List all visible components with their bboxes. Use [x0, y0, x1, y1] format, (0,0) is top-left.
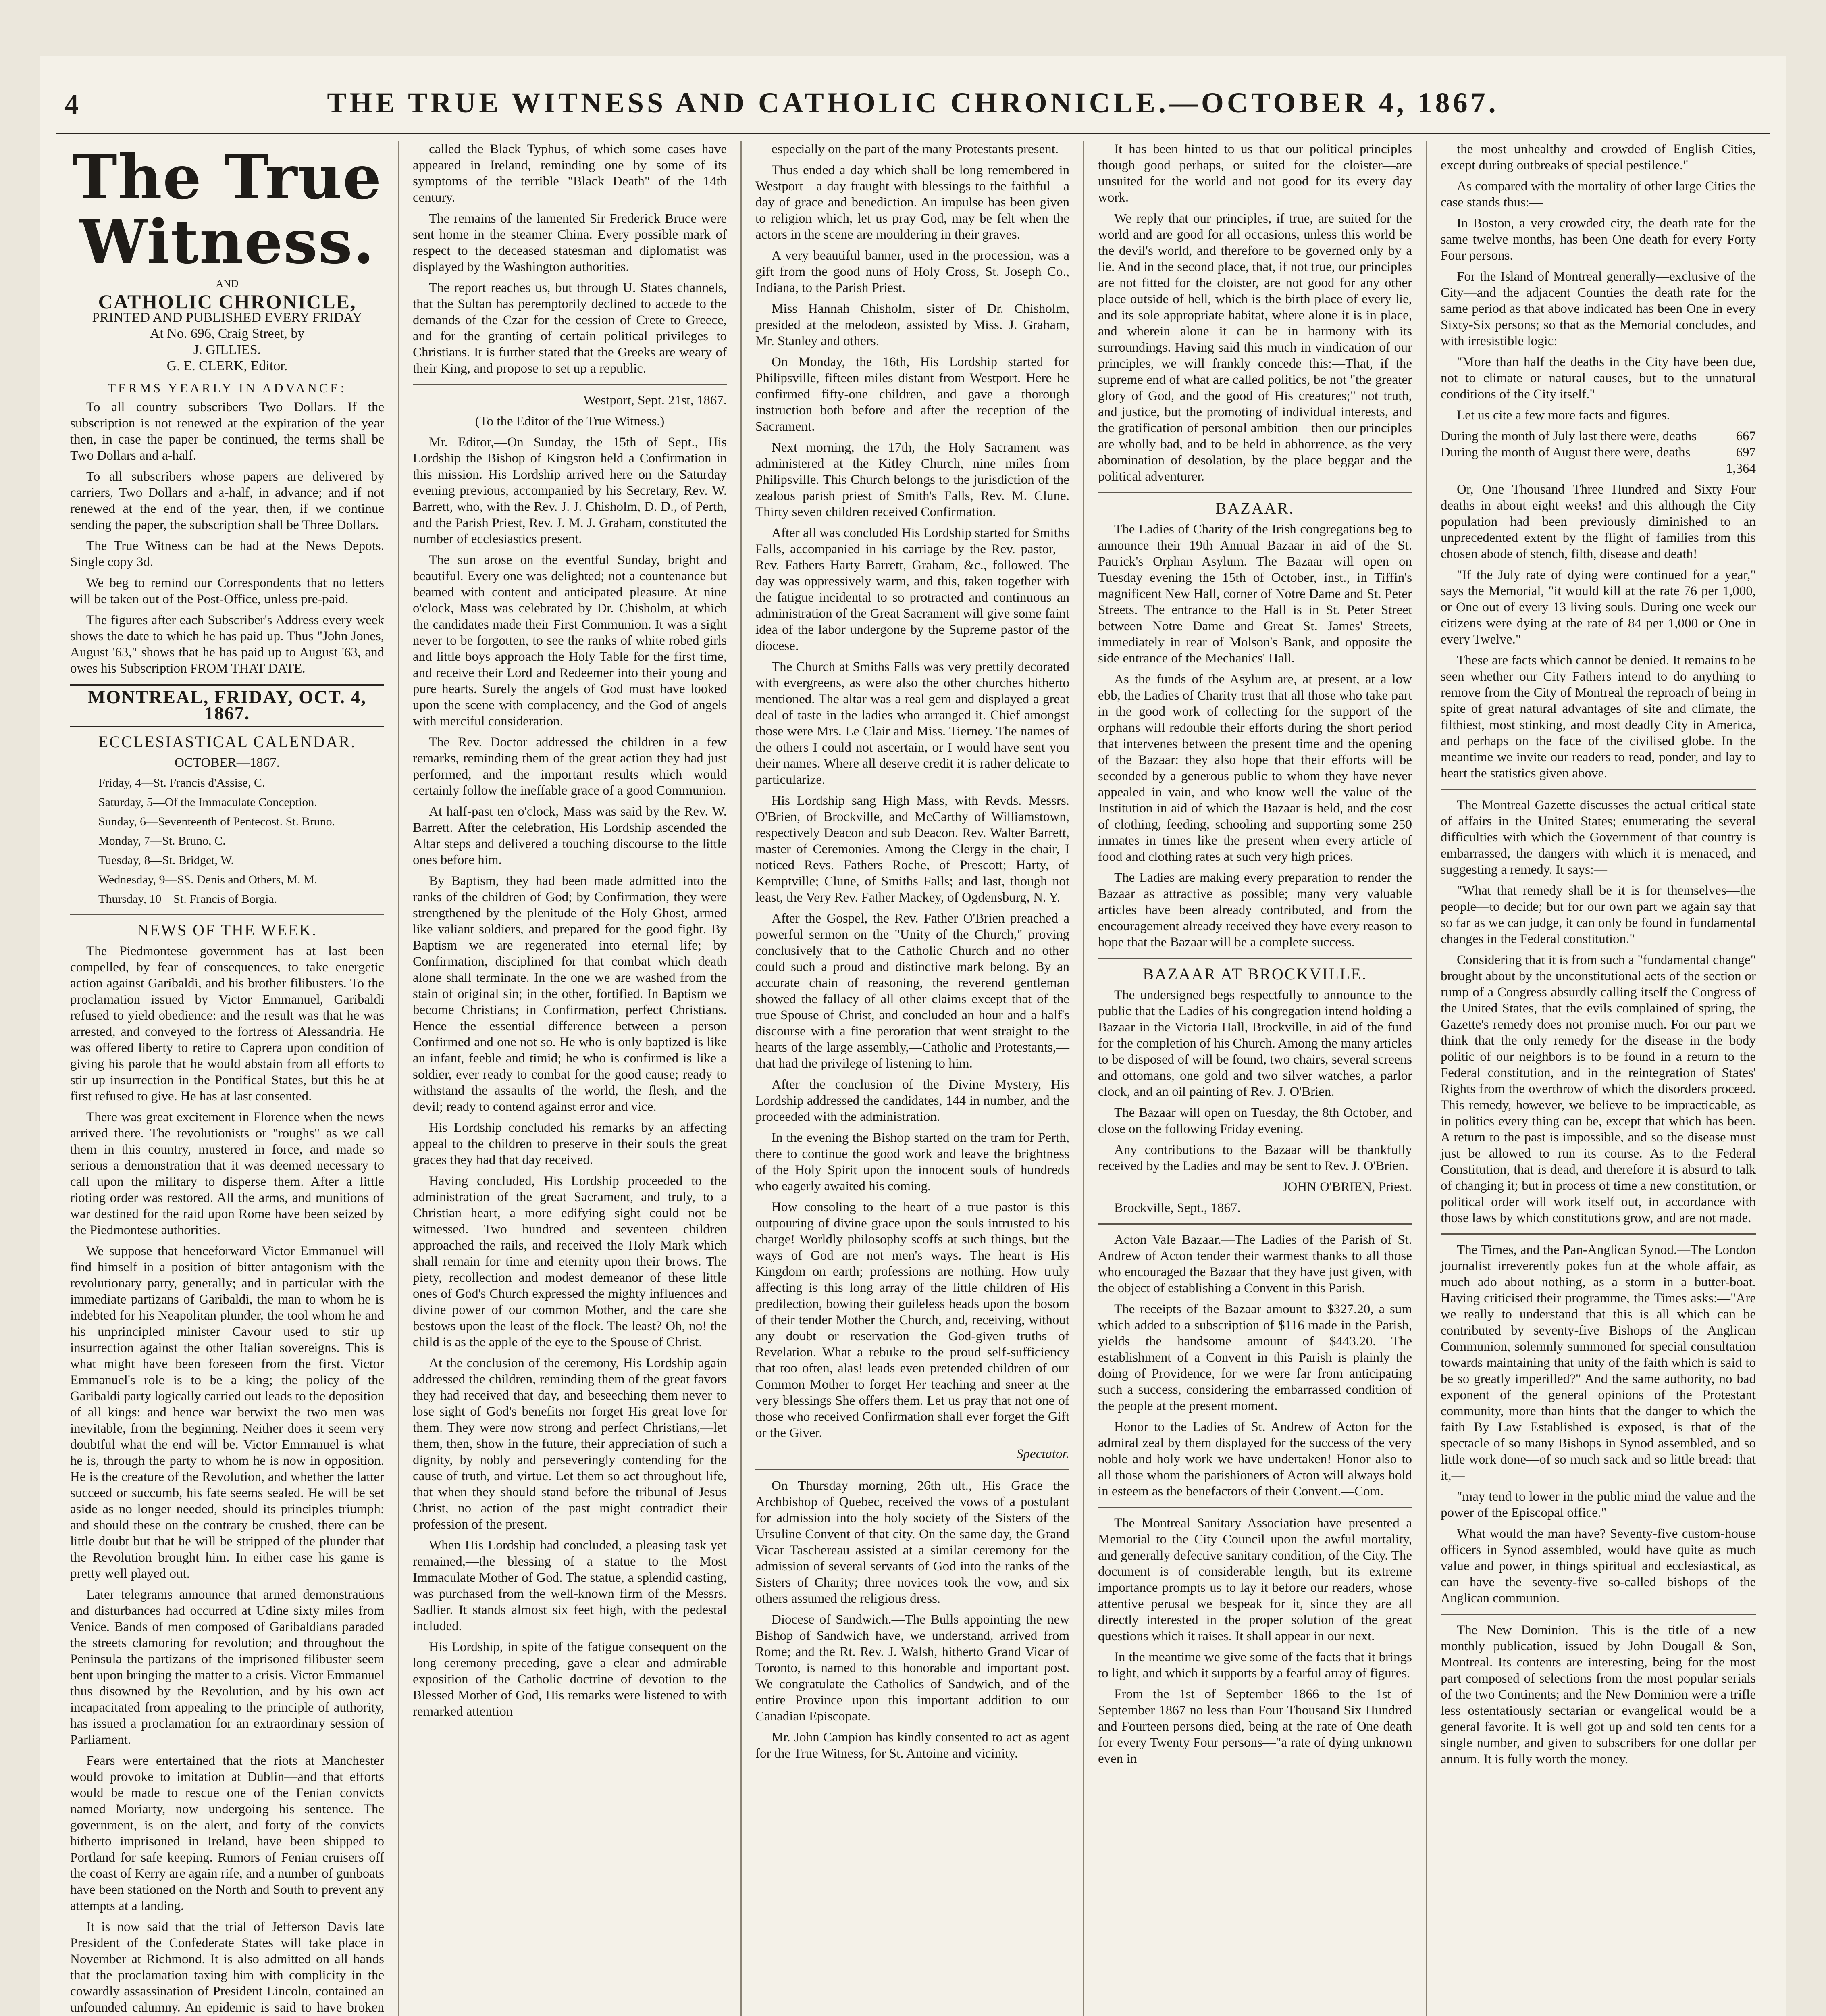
divider: [1441, 1614, 1756, 1615]
article-paragraph: Diocese of Sandwich.—The Bulls appointing the new Bishop of Sandwich have, we understand, arrived from Rome; and the Rt. Rev. J. Walsh, hitherto Grand Vicar of Toronto, is named to this honorable and important post. We congratulate the Catholics of Sandwich, and of the entire Province upon this important addition to our Canadian Episcopate.: [755, 1612, 1069, 1724]
letter-dateline: Westport, Sept. 21st, 1867.: [583, 393, 727, 408]
news-paragraph: It is now said that the trial of Jefferson Davis late President of the Confederate States will take place in November at Richmond. It is also admitted on all hands that the proclamation taxing him with complicity in the cowardly assassination of President Lincoln, contained an unfounded calumny. An epidemic is said to have broken: [70, 1920, 384, 2015]
calendar-entry: Wednesday, 9—SS. Denis and Others, M. M.: [98, 873, 318, 886]
news-paragraph: Later telegrams announce that armed demonstrations and disturbances had occurred at Udine sixty miles from Venice. Bands of men composed of Garibaldians paraded the streets clamoring for revolution; and throughout the Peninsula the partizans of the imprisoned filibuster seem bent upon bringing the matter to a crisis. Victor Emmanuel thus disowned by the Revolution, and by his own act incapacitated from appealing to the principle of authority, has issued a proclamation for an extraordinary session of Parliament.: [70, 1587, 384, 1747]
article-paragraph: As compared with the mortality of other large Cities the case stands thus:—: [1441, 179, 1756, 210]
letter-paragraph: His Lordship concluded his remarks by an affecting appeal to the children to preserve in their souls the great graces they had that day received.: [413, 1120, 727, 1167]
letter-paragraph: At the conclusion of the ceremony, His Lordship again addressed the children, reminding them of the great favors they had received that day, and beseeching them never to lose sight of God's benefits nor forget His great love for them. They were now strong and perfect Christians,—let them, then, show in the future, their appreciation of such a dignity, by nobly and perseveringly contending for the cause of truth, and virtue. Let them so act throughout life, that when they should stand before the tribunal of Jesus Christ, no action of the past might contradict their profession of the present.: [413, 1356, 727, 1532]
column-2: [399, 141, 742, 2016]
letter-paragraph: How consoling to the heart of a true pastor is this outpouring of divine grace upon the souls intrusted to his charge! Worldly philosophy scoffs at such things, but the ways of God are not men's ways. The heart is His Kingdom on earth; professions are nothing. How truly affecting is this long array of the little children of His predilection, bowing their guileless heads upon the bosom of their tender Mother the Church, and, receiving, without any doubt or reservation the God-given truths of Revelation. What a rebuke to the proud self-sufficiency that too often, alas! leads even pretended children of our Common Mother to forget Her teaching and sneer at the very blessings She offers them. Let us pray that not one of those who received Confirmation shall ever forget the Gift or the Giver.: [755, 1200, 1069, 1440]
letter-paragraph: At half-past ten o'clock, Mass was said by the Rev. W. Barrett. After the celebration, His Lordship ascended the Altar steps and delivered a touching discourse to the little ones before him.: [413, 804, 727, 867]
letter-paragraph: Miss Hannah Chisholm, sister of Dr. Chisholm, presided at the melodeon, assisted by Miss. J. Graham, Mr. Stanley and others.: [755, 302, 1069, 348]
deaths-total: 1,364: [1726, 461, 1756, 476]
letter-paragraph: Thus ended a day which shall be long remembered in Westport—a day fraught with blessings to the faithful—a day of grace and benediction. An impulse has been given to religion which, let us pray God, may be felt when the actors in the scene are mouldering in their graves.: [755, 163, 1069, 242]
nameplate-and: AND: [216, 278, 239, 289]
calendar-entry: Thursday, 10—St. Francis of Borgia.: [98, 892, 277, 906]
brockville-heading: BAZAAR AT BROCKVILLE.: [1143, 965, 1367, 983]
publisher-line: J. GILLIES.: [193, 342, 261, 357]
letter-paragraph: His Lordship sang High Mass, with Revds. Messrs. O'Brien, of Brockville, and McCarthy of Williamstown, respectively Deacon and sub Deacon. Rev. Walter Barrett, master of Ceremonies. Among the Clergy in the chair, I noticed Revs. Fathers Roche, of Prescott; Harty, of Kemptville; Clune, of Smiths Falls; and last, though not least, the Very Rev. Father Mackey, of Ogdensburg, N. Y.: [755, 793, 1069, 905]
article-paragraph: On Thursday morning, 26th ult., His Grace the Archbishop of Quebec, received the vows of a postulant for admission into the holy society of the Sisters of the Ursuline Convent of that city. On the same day, the Grand Vicar Taschereau assisted at a similar ceremony for the admission of several servants of God into the ranks of the Sisters of Charity; three novices took the vow, and six others assumed the religious dress.: [755, 1479, 1069, 1606]
article-paragraph: In Boston, a very crowded city, the death rate for the same twelve months, has been One death for every Forty Four persons.: [1441, 216, 1756, 263]
publisher-line: PRINTED AND PUBLISHED EVERY FRIDAY: [92, 310, 362, 325]
article-paragraph: The report reaches us, but through U. States channels, that the Sultan has peremptorily declined to accede to the demands of the Czar for the cession of Crete to Greece, and for the granting of certain political privileges to Christians. It is further stated that the Greeks are weary of their King, and propose to set up a republic.: [413, 281, 727, 376]
deaths-row: [1441, 428, 1756, 444]
calendar-heading: ECCLESIASTICAL CALENDAR.: [98, 733, 356, 751]
article-paragraph: the most unhealthy and crowded of English Cities, except during outbreaks of special pestilence.": [1441, 142, 1756, 173]
terms-paragraph: To all subscribers whose papers are delivered by carriers, Two Dollars and a-half, in advance; and if not renewed at the end of the year, then, if we continue sending the paper, the subscription shall be Three Dollars.: [70, 469, 384, 532]
news-paragraph: Fears were entertained that the riots at Manchester would provoke to imitation at Dublin—and that efforts would be made to rescue one of the Fenian convicts named Moriarty, now undergoing his sentence. The government, is on the alert, and forty of the convicts hitherto imprisoned in Ireland, have been shipped to Portland for safe keeping. Rumors of Fenian cruisers off the coast of Kerry are again rife, and a number of gunboats have been stationed on the North and South to prevent any attempts at a landing.: [70, 1754, 384, 1913]
letter-signature: Spectator.: [1016, 1447, 1069, 1461]
article-paragraph: The New Dominion.—This is the title of a new monthly publication, issued by John Dougall & Son, Montreal. Its contents are interesting, being for the most part composed of selections from the most popular serials of the two Continents; and the New Dominion were a trifle less ostentatiously sectarian or evangelical would be a general favorite. It is well got up and sold ten cents for a single number, and given to subscribers for one dollar per annum. It is fully worth the money.: [1441, 1623, 1756, 1766]
column-5: [1427, 141, 1770, 2016]
terms-paragraph: The figures after each Subscriber's Address every week shows the date to which he has paid up. Thus "John Jones, August '63," shows that he has paid up to August '63, and owes his Subscription FROM THAT DATE.: [70, 613, 384, 676]
acton-paragraph: The receipts of the Bazaar amount to $327.20, a sum which added to a subscription of $116 made in the Parish, yields the handsome amount of $443.20. The establishment of a Convent in this Parish is plainly the doing of Providence, for we were far from anticipating such a success, considering the embarrassed condition of the people at the present moment.: [1098, 1302, 1412, 1413]
letter-paragraph: Having concluded, His Lordship proceeded to the administration of the great Sacrament, and truly, to a Christian heart, a more edifying sight could not be witnessed. Two hundred and seventeen children approached the rails, and received the Holy Mark which shall remain for time and eternity upon their brows. The piety, recollection and modest demeanor of these little ones of God's Church expressed the mighty influences and divine power of our common Mother, and the care she bestows upon the least of the flock. The least? Oh, no! the child is as the apple of the eye to the Spouse of Christ.: [413, 1174, 727, 1350]
bazaar-paragraph: The Ladies of Charity of the Irish congregations beg to announce their 19th Annual Bazaar in aid of the St. Patrick's Orphan Asylum. The Bazaar will open on Tuesday evening the 15th of October, inst., in Tiffin's magnificent New Hall, corner of Notre Dame and St. Peter Streets. The entrance to the Hall is in St. Peter Street between Notre Dame and Great St. James' Streets, immediately in rear of Molson's Bank, and opposite the side entrance of the Mechanics' Hall.: [1098, 522, 1412, 666]
article-paragraph: "If the July rate of dying were continued for a year," says the Memorial, "it would kill at the rate 76 per 1,000, or One out of every 13 living souls. During one week our citizens were dying at the rate of 84 per 1,000 or One in every Twelve.": [1441, 568, 1756, 647]
letter-paragraph: His Lordship, in spite of the fatigue consequent on the long ceremony preceding, gave a clear and admirable exposition of the Catholic doctrine of devotion to the Blessed Mother of God, His remarks were listened to with remarked attention: [413, 1640, 727, 1719]
issue-dateline: MONTREAL, FRIDAY, OCT. 4, 1867.: [70, 684, 384, 727]
terms-paragraph: The True Witness can be had at the News Depots. Single copy 3d.: [70, 539, 384, 569]
letter-paragraph: After all was concluded His Lordship started for Smiths Falls, accompanied in his carriage by the Rev. pastor,—Rev. Fathers Harty Barrett, Graham, &c., followed. The day was oppressively warm, and this, taken together with the fatigue incidental to so protracted and continuous an administration of the Great Sacrament will give some faint idea of the labor undergone by the Supreme pastor of the diocese.: [755, 526, 1069, 653]
article-paragraph: It has been hinted to us that our political principles though good perhaps, or suited for the cloister—are unsuited for the world and not good for its every day work.: [1098, 142, 1412, 205]
columns: [56, 141, 1770, 2016]
brockville-paragraph: The Bazaar will open on Tuesday, the 8th October, and close on the following Friday evening.: [1098, 1106, 1412, 1136]
acton-paragraph: Honor to the Ladies of St. Andrew of Acton for the admiral zeal by them displayed for the success of the very noble and holy work we have undertaken! Honor also to all those whom the parishioners of Acton will always hold in esteem as the benefactors of their Convent.—Com.: [1098, 1420, 1412, 1499]
article-quote: "may tend to lower in the public mind the value and the power of the Episcopal office.": [1441, 1489, 1756, 1520]
terms-heading: TERMS YEARLY IN ADVANCE:: [108, 381, 347, 395]
calendar-month: OCTOBER—1867.: [175, 756, 280, 770]
letter-to: (To the Editor of the True Witness.): [475, 414, 665, 429]
calendar-entry: Tuesday, 8—St. Bridget, W.: [98, 854, 234, 867]
divider: [1441, 1233, 1756, 1235]
letter-paragraph: In the evening the Bishop started on the tram for Perth, there to continue the good work and leave the brightness of the Holy Spirit upon the innocent souls of hundreds who eagerly awaited his coming.: [755, 1131, 1069, 1193]
article-paragraph: Considering that it is from such a "fundamental change" brought about by the unconstitutional acts of the section or rump of a Congress absurdly calling itself the Congress of the United States, that the evils complained of spring, the Gazette's remedy does not promise much. For our part we think that the only remedy for the disease in the body politic of our neighbors is to be found in a return to the Federal constitution, and in the reintegration of States' Rights from the overthrow of which the disorders proceed. This remedy, however, we believe to be impracticable, as in politics every thing can be, except that which has been. A return to the past is impossible, and so the disease must just be allowed to run its course. As to the Federal Constitution, that is dead, and therefore it is absurd to talk of changing it; but in process of time a new constitution, or political order will work itself out, in accordance with those laws by which constitutions grow, and are not made.: [1441, 953, 1756, 1225]
calendar-entry: Saturday, 5—Of the Immaculate Conception.: [98, 796, 317, 809]
article-paragraph: These are facts which cannot be denied. It remains to be seen whether our City Fathers intend to do anything to remove from the City of Montreal the reproach of being in spite of great natural advantages of site and climate, the filthiest, most stinking, and most deadly City in America, and perhaps on the face of the civilised globe. In the meantime we invite our readers to read, ponder, and lay to heart the statistics given above.: [1441, 653, 1756, 781]
divider: [1098, 958, 1412, 959]
article-paragraph: Or, One Thousand Three Hundred and Sixty Four deaths in about eight weeks! and this although the City population had been previously diminished to an unprecedented extent by the flight of families from this chosen abode of stench, filth, disease and death!: [1441, 482, 1756, 561]
deaths-label: During the month of July last there were, deaths: [1441, 429, 1697, 444]
news-paragraph: We suppose that henceforward Victor Emmanuel will find himself in a position of bitter antagonism with the revolutionary party, generally; and in particular with the immediate partizans of Garibaldi, the man to whom he is indebted for his Neapolitan plunder, the tool whom he and his unprincipled minister Cavour used to stir up insurrection against the other Italian sovereigns. This is what might have been foreseen from the first. Victor Emmanuel's role is to be a king; the policy of the Garibaldi party logically carried out leads to the deposition of all kings: and hence war betwixt the two men was inevitable, from the beginning. Neither does it seem very doubtful what the end will be. Victor Emmanuel is what he is, through the party to whom he is now in opposition. He is the creature of the Revolution, and whether the latter succeed or succumb, his fate seems sealed. He will be set aside as no longer needed, should its principles triumph: and should these on the contrary be crushed, there can be little doubt but that he will be stripped of the plunder that the Revolution brought him. In either case his game is pretty well played out.: [70, 1244, 384, 1581]
letter-paragraph: The sun arose on the eventful Sunday, bright and beautiful. Every one was delighted; not a countenance but beamed with content and anticipated pleasure. At nine o'clock, Mass was celebrated by Dr. Chisholm, at which the candidates made their First Communion. It was a sight never to be forgotten, to see the ranks of white robed girls and little boys approach the Holy Table for the first time, and receive their Lord and Redeemer into their young and pure hearts. Surely the angels of God must have looked upon the scene with complacency, and the God of angels with merciful consideration.: [413, 553, 727, 729]
deaths-label: During the month of August there were, deaths: [1441, 445, 1691, 460]
article-quote: "What that remedy shall be it is for themselves—the people—to decide; but for our own part we again say that so far as we can judge, it can only be found in fundamental changes in the Federal constitution.": [1441, 883, 1756, 946]
news-paragraph: There was great excitement in Florence when the news arrived there. The revolutionists or "roughs" as we call them in this country, mustered in force, and made so serious a demonstration that it was deemed necessary to call upon the military to disperse them. After a little rioting order was restored. All the arms, and munitions of war destined for the raid upon Rome have been seized by the Piedmontese authorities.: [70, 1110, 384, 1237]
bazaar-paragraph: As the funds of the Asylum are, at present, at a low ebb, the Ladies of Charity trust that all those who take part in the good work of collecting for the support of the orphans will redouble their efforts during the short period that intervenes between the present time and the opening of the Bazaar: they also hope that their efforts will be seconded by a generous public to whom they have never appealed in vain, and who know well the value of the Institution in aid of which the Bazaar is held, and the cost of clothing, feeding, schooling and supporting some 250 inmates in times like the present when every article of food and clothing rates at such very high prices.: [1098, 672, 1412, 864]
terms-paragraph: To all country subscribers Two Dollars. If the subscription is not renewed at the expiration of the year then, in case the paper be continued, the terms shall be Two Dollars and a-half.: [70, 400, 384, 463]
letter-paragraph: The Rev. Doctor addressed the children in a few remarks, reminding them of the great action they had just performed, and the important results which would certainly follow the ineffable grace of a good Communion.: [413, 735, 727, 798]
article-paragraph: called the Black Typhus, of which some cases have appeared in Ireland, reminding one by some of its symptoms of the terrible "Black Death" of the 14th century.: [413, 142, 727, 205]
letter-paragraph: The Church at Smiths Falls was very prettily decorated with evergreens, as were also the other churches hitherto mentioned. The altar was a real gem and displayed a great deal of taste in the ladies who arranged it. Chief amongst those were Mrs. Le Clair and Miss. Tierney. The names of the others I could not ascertain, or I would have sent you their names. Where all deserve credit it is rather delicate to particularize.: [755, 660, 1069, 787]
article-paragraph: Let us cite a few more facts and figures.: [1457, 408, 1670, 423]
publisher-line: G. E. CLERK, Editor.: [166, 358, 288, 373]
divider: [413, 384, 727, 385]
letter-paragraph: Next morning, the 17th, the Holy Sacrament was administered at the Kitley Church, nine miles from Philipsville. This Church belongs to the jurisdiction of the zealous parish priest of Smith's Falls, Rev. M. Clune. Thirty seven children received Confirmation.: [755, 440, 1069, 519]
nameplate: The True Witness.: [72, 142, 382, 277]
deaths-value: 697: [1736, 445, 1756, 460]
deaths-value: 667: [1736, 429, 1756, 444]
divider: [755, 1469, 1069, 1470]
news-paragraph: The Piedmontese government has at last been compelled, by fear of consequences, to take energetic action against Garibaldi, and his brother filibusters. To the proclamation issued by Victor Emmanuel, Garibaldi refused to yield obedience: and the result was that he was arrested, and conveyed to the fortress of Alessandria. He was offered liberty to retire to Caprera upon condition of giving his parole that he would abstain from all efforts to stir up insurrection in the Pontifical States, but this he at first refused to give. He has at last consented.: [70, 944, 384, 1104]
article-paragraph: What would the man have? Seventy-five custom-house officers in Synod assembled, would have quite as much value and power, in things spiritual and ecclesiastical, as can have the seventy-five so-called bishops of the Anglican communion.: [1441, 1527, 1756, 1606]
letter-paragraph: A very beautiful banner, used in the procession, was a gift from the good nuns of Holy Cross, St. Joseph Co., Indiana, to the Parish Priest.: [755, 248, 1069, 295]
acton-paragraph: Acton Vale Bazaar.—The Ladies of the Parish of St. Andrew of Acton tender their warmest thanks to all those who encouraged the Bazaar that they have just given, with the object of establishing a Convent in this Parish.: [1098, 1233, 1412, 1295]
letter-paragraph: On Monday, the 16th, His Lordship started for Philipsville, fifteen miles distant from Westport. Here he confirmed fifty-one children, and gave a thorough instruction both before and after the reception of the Sacrament.: [755, 355, 1069, 434]
newspaper-page: [40, 56, 1786, 2016]
calendar-entry: Sunday, 6—Seventeenth of Pentecost. St. Bruno.: [98, 815, 335, 828]
terms-paragraph: We beg to remind our Correspondents that no letters will be taken out of the Post-Office, unless pre-paid.: [70, 576, 384, 606]
news-heading: NEWS OF THE WEEK.: [137, 921, 318, 939]
article-quote: "More than half the deaths in the City have been due, not to climate or natural causes, but to the unnatural conditions of the City itself.": [1441, 355, 1756, 402]
bazaar-paragraph: The Ladies are making every preparation to render the Bazaar as attractive as possible; many very valuable articles have been already contributed, and from the encouragement already received they have every reason to hope that the Bazaar will be a complete success.: [1098, 871, 1412, 950]
article-paragraph: For the Island of Montreal generally—exclusive of the City—and the adjacent Counties the death rate for the same period as that above indicated has been One in every Sixty-Six persons; so that as the Memorial concludes, and with irresistible logic:—: [1441, 269, 1756, 348]
publisher-line: At No. 696, Craig Street, by: [150, 326, 305, 341]
bazaar-heading: BAZAAR.: [1215, 499, 1295, 517]
letter-paragraph: After the Gospel, the Rev. Father O'Brien preached a powerful sermon on the "Unity of the Church," proving conclusively that to the Catholic Church and no other could such a proud and distinctive mark belong. By an accurate chain of reasoning, the reverend gentleman showed the fallacy of all other claims except that of the true Spouse of Christ, and concluded an hour and a half's discourse with a fine peroration that went straight to the hearts of the large assembly,—Catholic and Protestants,—that had the privilege of listening to him.: [755, 911, 1069, 1071]
column-4: [1084, 141, 1427, 2016]
article-paragraph: The remains of the lamented Sir Frederick Bruce were sent home in the steamer China. Every possible mark of respect to the deceased statesman and diplomatist was displayed by the Washington authorities.: [413, 211, 727, 274]
divider: [1098, 1223, 1412, 1225]
deaths-row: [1441, 444, 1756, 460]
divider: [1441, 789, 1756, 790]
article-paragraph: The Times, and the Pan-Anglican Synod.—The London journalist irreverently pokes fun at the whole affair, as much ado about nothing, as a storm in a butter-boat. Having criticised their programme, the Times asks:—"Are we really to understand that this is all which can be contributed by seventy-five Bishops of the Anglican Communion, solemnly summoned for special consultation towards maintaining that unity of the faith which is said to be so greatly imperilled?" And the same authority, no bad exponent of the general opinions of the Protestant community, more than hints that the danger to which the faith By Law Established is exposed, is that of the spectacle of so many Bishops in Synod assembled, and so little work done—of so much sack and so little bread: that it,—: [1441, 1243, 1756, 1483]
article-paragraph: We reply that our principles, if true, are suited for the world and are good for all occasions, unless this world be the devil's world, and therefore to be governed only by a lie. And in the second place, that, if not true, our principles are not fitted for the cloister, are not good for any other place outside of hell, which is the birth place of every lie, and its sole appropriate habitat, where alone it is in place, and wherein alone it can be in harmony with its surroundings. Having said this much in vindication of our principles, we will frankly concede this:—That, if the supreme end of what are called politics, be not "the greater glory of God, and the good of His creatures;" not truth, and justice, but the promoting of individual interests, and the gratification of personal ambition—then our principles are wholly bad, and to be held in abhorrence, as the very abomination of desolation, by the place beggar and the political adventurer.: [1098, 211, 1412, 484]
brockville-paragraph: Any contributions to the Bazaar will be thankfully received by the Ladies and may be sent to Rev. J. O'Brien.: [1098, 1143, 1412, 1173]
article-paragraph: Mr. John Campion has kindly consented to act as agent for the True Witness, for St. Antoine and vicinity.: [755, 1730, 1069, 1761]
letter-paragraph: After the conclusion of the Divine Mystery, His Lordship addressed the candidates, 144 in number, and the proceeded with the administration.: [755, 1077, 1069, 1124]
letter-paragraph: By Baptism, they had been made admitted into the ranks of the children of God; by Confirmation, they were strengthened by the plenitude of the Holy Ghost, armed like valiant soldiers, and prepared for the good fight. By Baptism we are regenerated into eternal life; by Confirmation, disciplined for that combat which death alone shall terminate. In the one we are washed from the stain of original sin; in the other, fortified. In Baptism we become Christians; in Confirmation, perfect Christians. Hence the essential difference between a person Confirmed and one not so. He who is only baptized is like an infant, feeble and timid; he who is confirmed is like a soldier, ever ready to combat for the good cause; ready to withstand the assaults of the world, the flesh, and the devil; ready to contend against error and vice.: [413, 874, 727, 1114]
column-3: [742, 141, 1084, 2016]
letter-paragraph: Mr. Editor,—On Sunday, the 15th of Sept., His Lordship the Bishop of Kingston held a Confirmation in this mission. His Lordship arrived here on the Saturday evening previous, accompanied by his Secretary, Rev. W. Barrett, who, with the Rev. J. J. Chisholm, D. D., of Perth, and the Parish Priest, Rev. J. M. J. Graham, constituted the number of ecclesiastics present.: [413, 435, 727, 546]
running-head: THE TRUE WITNESS AND CATHOLIC CHRONICLE.—OCTOBER 4, 1867.: [327, 86, 1499, 119]
brockville-paragraph: The undersigned begs respectfully to announce to the public that the Ladies of his congregation intend holding a Bazaar in the Victoria Hall, Brockville, in aid of the fund for the completion of his Church. Among the many articles to be disposed of will be found, two chairs, several screens and ottomans, one gold and two silver watches, a parlor clock, and an oil painting of Rev. J. O'Brien.: [1098, 988, 1412, 1099]
running-head-bar: [56, 73, 1770, 135]
calendar-entry: Monday, 7—St. Bruno, C.: [98, 834, 226, 848]
divider: [70, 914, 384, 915]
brockville-date: Brockville, Sept., 1867.: [1114, 1201, 1241, 1215]
letter-paragraph: especially on the part of the many Protestants present.: [772, 142, 1059, 156]
calendar-entry: Friday, 4—St. Francis d'Assise, C.: [98, 776, 265, 789]
page-number: 4: [64, 89, 79, 120]
sanitary-paragraph: In the meantime we give some of the facts that it brings to light, and which it supports by a fearful array of figures.: [1098, 1650, 1412, 1681]
divider: [1098, 492, 1412, 493]
letter-paragraph: When His Lordship had concluded, a pleasing task yet remained,—the blessing of a statue to the Most Immaculate Mother of God. The statue, a splendid casting, was purchased from the well-known firm of the Messrs. Sadlier. It stands almost six feet high, with the pedestal included.: [413, 1538, 727, 1633]
brockville-signature: JOHN O'BRIEN, Priest.: [1282, 1180, 1412, 1194]
sanitary-paragraph: From the 1st of September 1866 to the 1st of September 1867 no less than Four Thousand Six Hundred and Fourteen persons died, being at the rate of One death for every Twenty Four persons—"a rate of dying unknown even in: [1098, 1687, 1412, 1766]
sanitary-paragraph: The Montreal Sanitary Association have presented a Memorial to the City Council upon the awful mortality, and generally defective sanitary condition, of the City. The document is of considerable length, but its extreme importance prompts us to lay it before our readers, whose attentive perusal we bespeak for it, since they are all directly interested in the proper solution of the great questions which it raises. It shall appear in our next.: [1098, 1516, 1412, 1643]
column-1: [56, 141, 399, 2016]
divider: [1098, 1507, 1412, 1508]
article-paragraph: The Montreal Gazette discusses the actual critical state of affairs in the United States; enumerating the several difficulties with which the Government of that country is embarrassed, the dangers with which it is menaced, and suggesting a remedy. It says:—: [1441, 798, 1756, 877]
nameplate-subtitle: CATHOLIC CHRONICLE,: [98, 290, 356, 313]
